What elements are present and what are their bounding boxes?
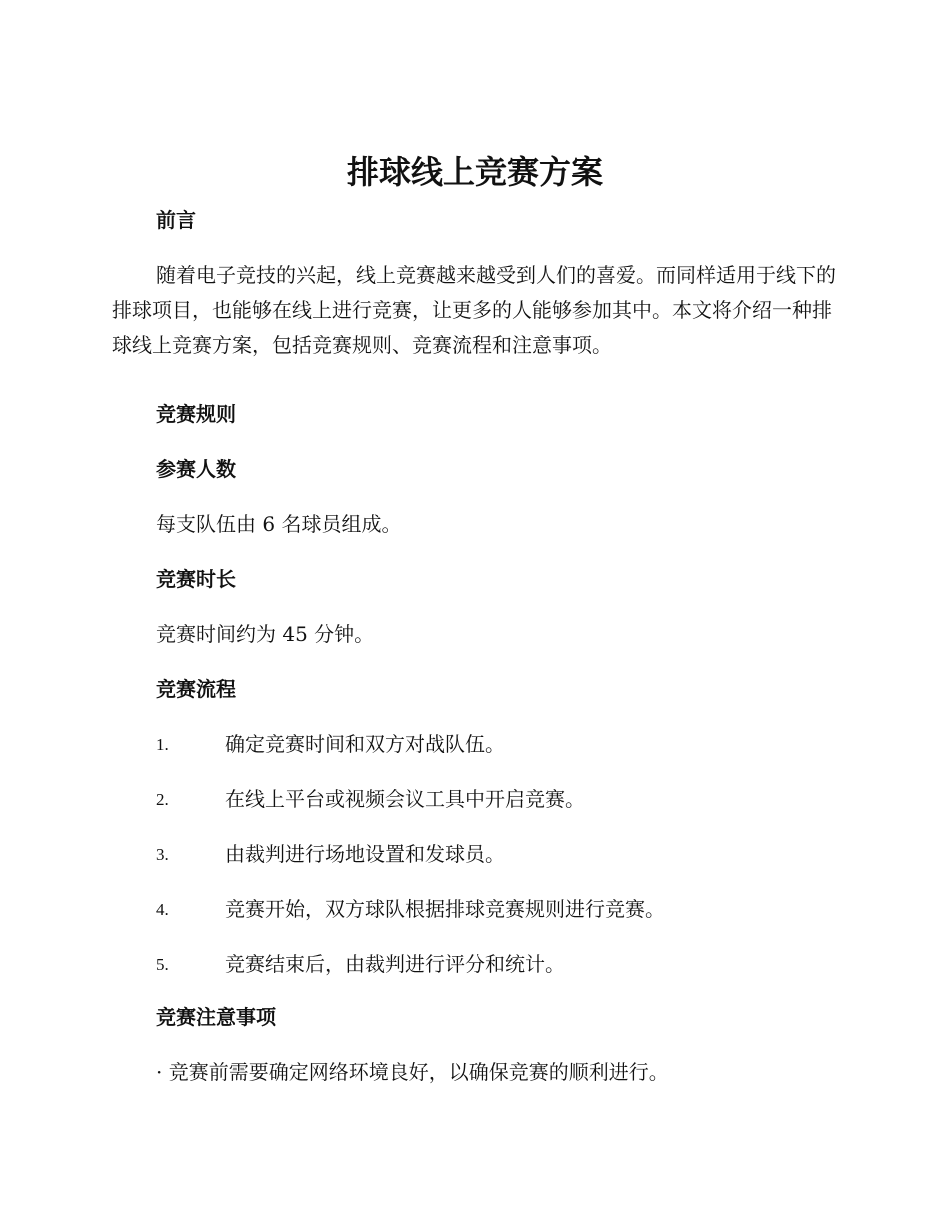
duration-text: 竞赛时间约为 45 分钟。 [156, 622, 375, 646]
process-step [156, 895, 856, 923]
rules-heading: 竞赛规则 [156, 402, 236, 426]
step-number: 4. [156, 900, 169, 919]
step-number: 1. [156, 735, 169, 754]
step-number: 3. [156, 845, 169, 864]
step-number: 2. [156, 790, 169, 809]
step-text: 在线上平台或视频会议工具中开启竞赛。 [225, 787, 585, 811]
notes-heading: 竞赛注意事项 [156, 1005, 276, 1029]
step-text: 由裁判进行场地设置和发球员。 [225, 842, 505, 866]
notes-item-text: 竞赛前需要确定网络环境良好，以确保竞赛的顺利进行。 [168, 1060, 669, 1084]
participants-heading: 参赛人数 [156, 457, 236, 481]
process-step [156, 785, 856, 813]
participants-text: 每支队伍由 6 名球员组成。 [156, 512, 402, 536]
step-text: 竞赛结束后，由裁判进行评分和统计。 [225, 952, 565, 976]
step-text: 确定竞赛时间和双方对战队伍。 [225, 732, 505, 756]
preface-paragraph: 随着电子竞技的兴起，线上竞赛越来越受到人们的喜爱。而同样适用于线下的排球项目，也能够在线上进行竞赛，让更多的人能够参加其中。本文将介绍一种排球线上竞赛方案，包括竞赛规则、竞赛流程和注意事项。 [112, 263, 836, 357]
process-step [156, 950, 856, 978]
step-number: 5. [156, 955, 169, 974]
preface-heading: 前言 [156, 208, 196, 232]
process-step [156, 840, 856, 868]
process-step [156, 730, 856, 758]
document-title: 排球线上竞赛方案 [346, 153, 603, 191]
bullet-mark: · [156, 1060, 163, 1084]
process-heading: 竞赛流程 [156, 677, 236, 701]
notes-item [156, 1058, 669, 1086]
step-text: 竞赛开始，双方球队根据排球竞赛规则进行竞赛。 [225, 897, 665, 921]
duration-heading: 竞赛时长 [156, 567, 236, 591]
